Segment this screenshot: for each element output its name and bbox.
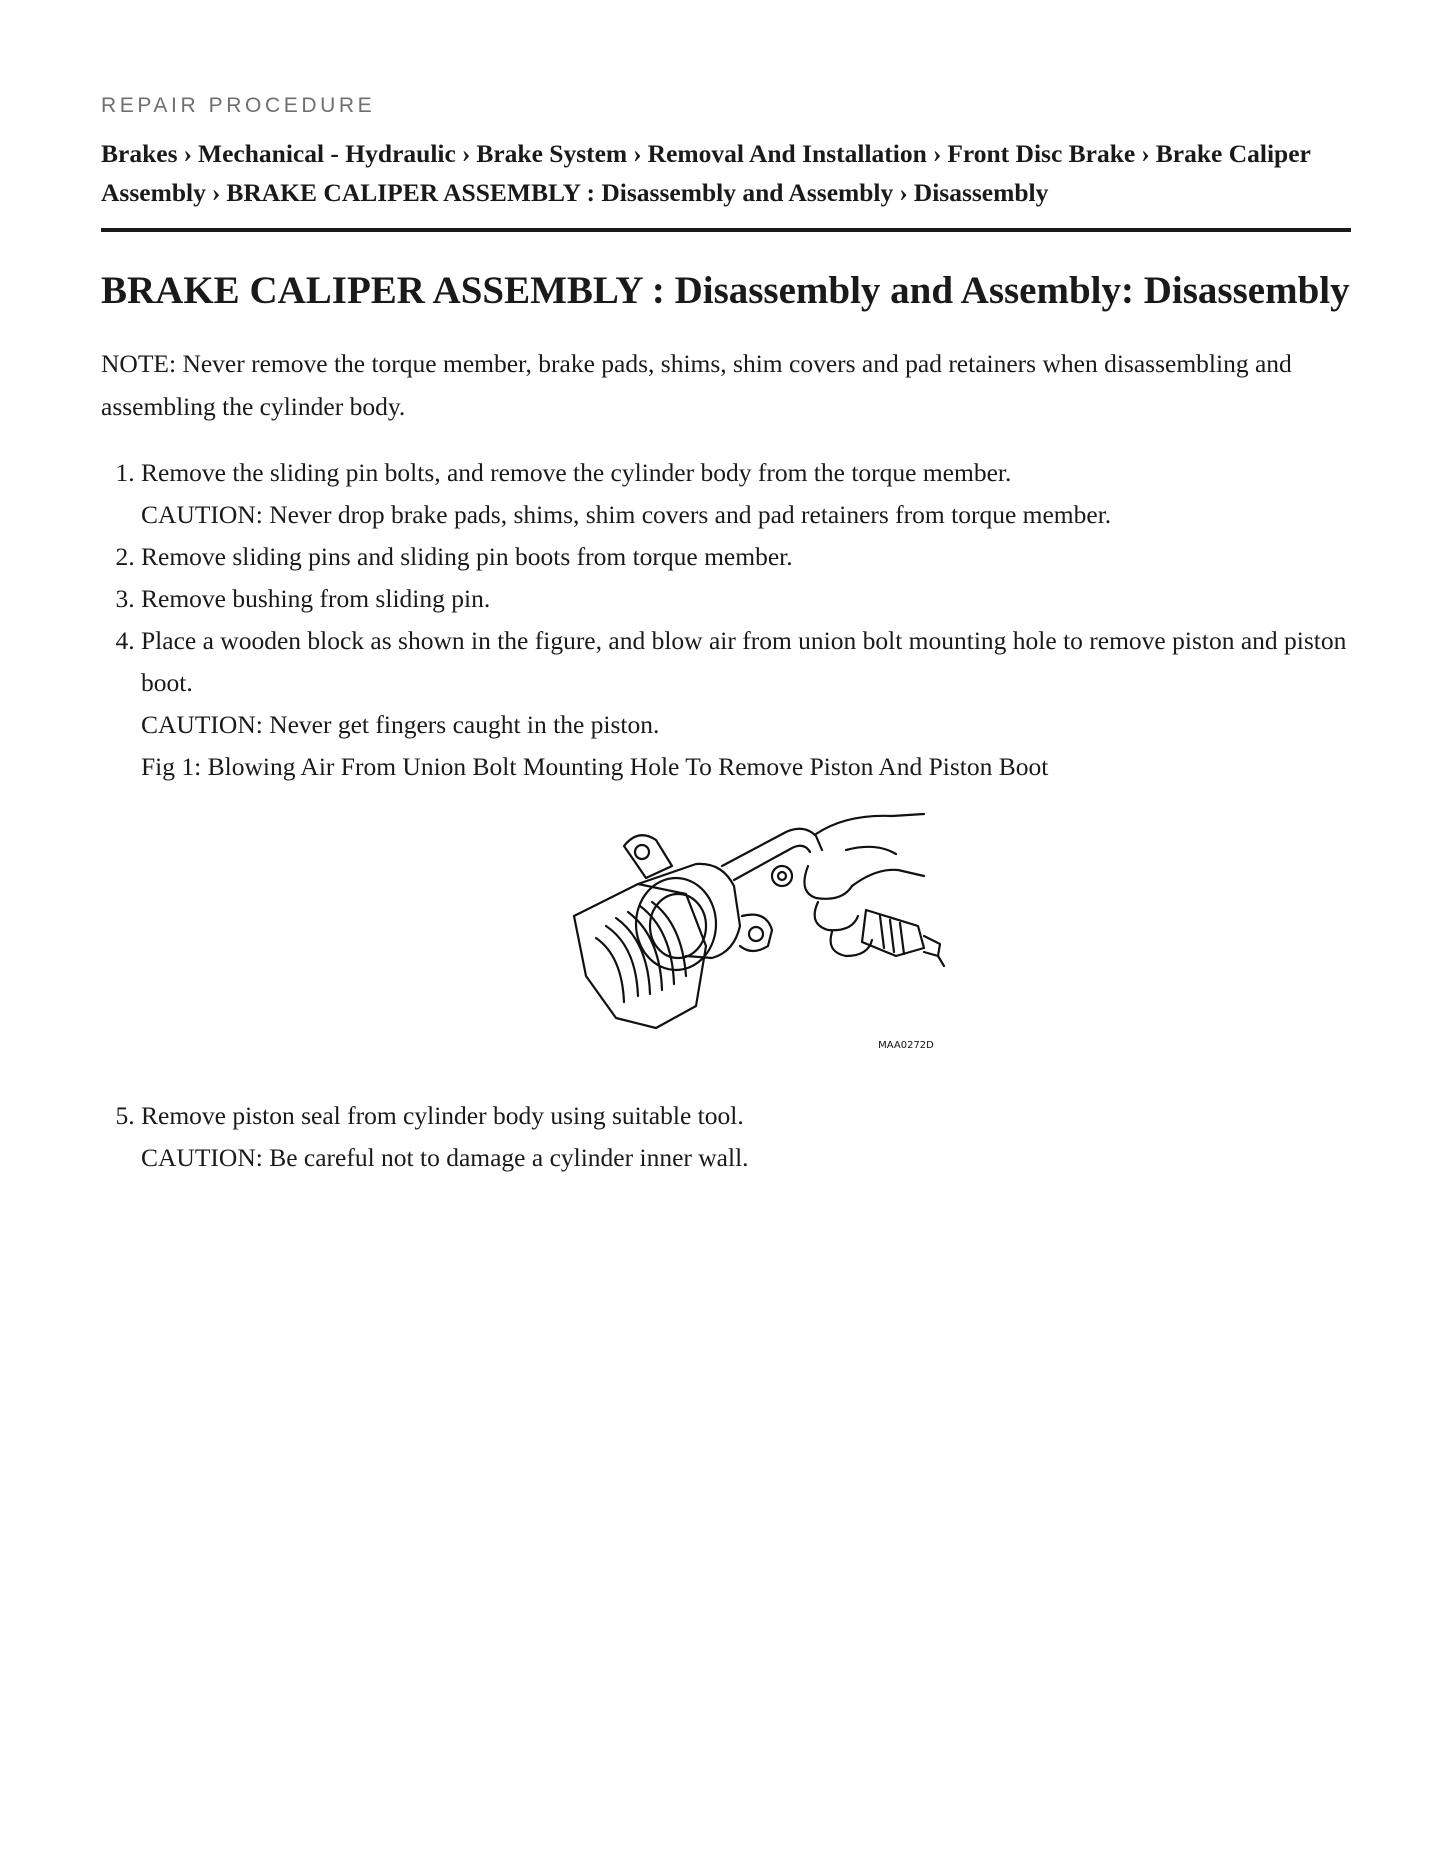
page-title: BRAKE CALIPER ASSEMBLY : Disassembly and Assembly: Disassembly (101, 269, 1350, 312)
breadcrumb-separator: › (211, 178, 221, 207)
step-text: Remove piston seal from cylinder body using suitable tool. (141, 1101, 744, 1130)
breadcrumb-separator: › (1141, 139, 1150, 168)
step-5 (141, 1095, 1351, 1179)
breadcrumb-item[interactable]: Brake System (476, 139, 628, 168)
step-3 (141, 578, 1351, 620)
breadcrumb-item[interactable]: Mechanical - Hydraulic (198, 139, 456, 168)
step-2 (141, 536, 1351, 578)
brake-caliper-illustration (546, 806, 946, 1056)
step-text: Place a wooden block as shown in the figure, and blow air from union bolt mounting hole to remove piston and piston boot. (141, 626, 1347, 697)
section-kicker: REPAIR PROCEDURE (101, 94, 376, 117)
step-text: Remove the sliding pin bolts, and remove the cylinder body from the torque member. (141, 458, 1012, 487)
breadcrumb-item[interactable]: Brake Caliper Assembly (101, 139, 1311, 207)
breadcrumb-separator: › (183, 139, 192, 168)
procedure-steps (101, 452, 1351, 1179)
breadcrumb-item[interactable]: Front Disc Brake (947, 139, 1136, 168)
breadcrumb (101, 134, 1351, 232)
caution-text: CAUTION: Never get fingers caught in the piston. (141, 710, 660, 739)
caution-text: CAUTION: Be careful not to damage a cylinder inner wall. (141, 1143, 749, 1172)
breadcrumb-item[interactable]: Removal And Installation (647, 139, 927, 168)
breadcrumb-separator: › (899, 178, 908, 207)
step-text: Remove sliding pins and sliding pin boots from torque member. (141, 542, 793, 571)
caution-text: CAUTION: Never drop brake pads, shims, shim covers and pad retainers from torque member. (141, 500, 1112, 529)
note-text: NOTE: Never remove the torque member, brake pads, shims, shim covers and pad retainers when disassembling and assembling the cylinder body. (101, 349, 1292, 421)
step-4 (141, 620, 1351, 1069)
figure-caption: Fig 1: Blowing Air From Union Bolt Mounting Hole To Remove Piston And Piston Boot (141, 752, 1049, 781)
breadcrumb-separator: › (461, 139, 471, 168)
document-page (101, 92, 1351, 1179)
figure-code: MAA0272D (878, 1040, 934, 1051)
breadcrumb-item[interactable]: Brakes (101, 139, 178, 168)
step-text: Remove bushing from sliding pin. (141, 584, 491, 613)
breadcrumb-current: Disassembly (913, 178, 1049, 207)
step-1 (141, 452, 1351, 536)
breadcrumb-item[interactable]: BRAKE CALIPER ASSEMBLY : Disassembly and Assembly (226, 178, 894, 207)
figure-brake-caliper (141, 806, 1351, 1069)
breadcrumb-separator: › (633, 139, 642, 168)
breadcrumb-separator: › (932, 139, 942, 168)
